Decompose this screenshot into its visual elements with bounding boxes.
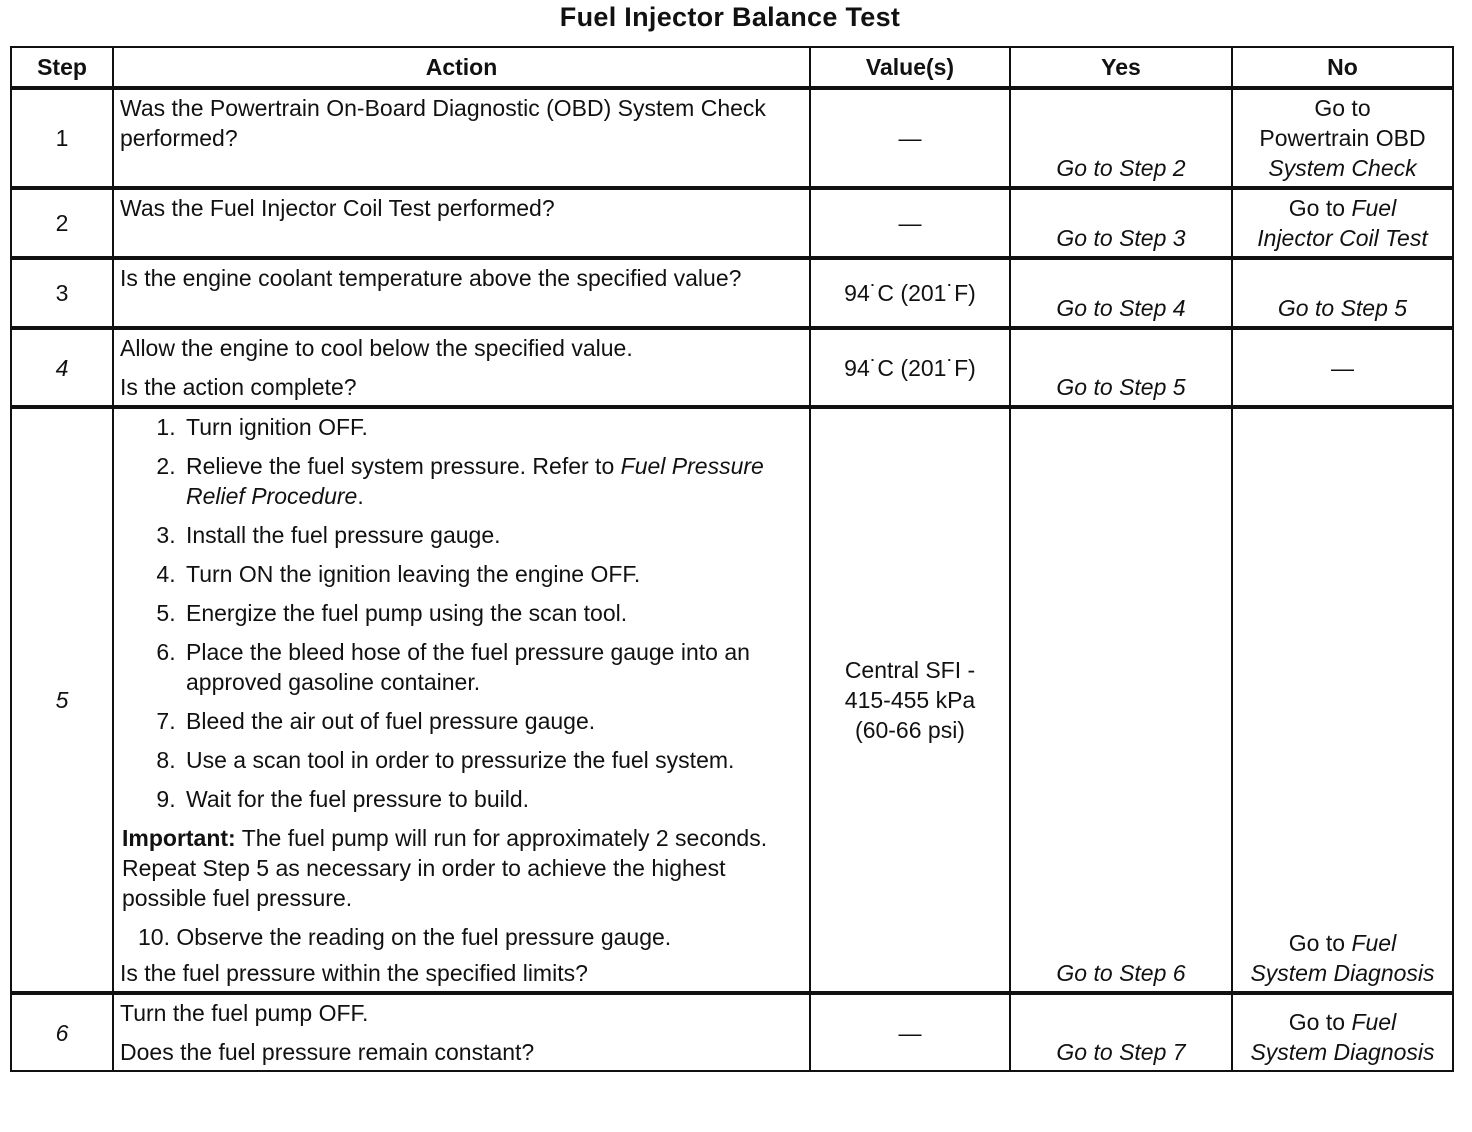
list-item: 8. Use a scan tool in order to pressurize the fuel system. (182, 745, 803, 775)
value-cell (810, 407, 1010, 993)
no-link: Fuel (1351, 1009, 1397, 1035)
step-number: 4 (11, 328, 113, 407)
yes-cell: Go to Step 4 (1010, 258, 1232, 328)
header-no: No (1232, 47, 1453, 88)
important-label: Important: (122, 825, 236, 851)
procedure-list (120, 412, 803, 814)
value-cell: — (810, 188, 1010, 258)
important-text: The fuel pump will run for approximately 2 seconds. Repeat Step 5 as necessary in order to achieve the highest possible fuel pressure. (122, 825, 768, 911)
no-link: Fuel (1351, 195, 1397, 221)
table-row (11, 88, 1453, 188)
important-note (122, 823, 803, 913)
list-item (182, 451, 803, 511)
no-cell: Go to Step 5 (1232, 258, 1453, 328)
value-line: Central SFI - (844, 657, 976, 683)
list-item: 9. Wait for the fuel pressure to build. (182, 784, 803, 814)
no-link: System Diagnosis (1250, 1039, 1435, 1065)
no-prefix: Go to (1288, 930, 1352, 956)
action-cell (113, 993, 810, 1071)
procedure-link: Fuel Pressure Relief Procedure (186, 453, 764, 509)
list-item: 6. Place the bleed hose of the fuel pressure gauge into an approved gasoline container. (182, 637, 803, 697)
yes-cell: Go to Step 3 (1010, 188, 1232, 258)
value-cell: 94˙C (201˙F) (810, 258, 1010, 328)
no-line: Go to (1314, 95, 1371, 121)
list-item: 4. Turn ON the ignition leaving the engine OFF. (182, 559, 803, 589)
step-number: 5 (11, 407, 113, 993)
table-row (11, 407, 1453, 993)
yes-cell: Go to Step 2 (1010, 88, 1232, 188)
action-cell (113, 407, 810, 993)
header-yes: Yes (1010, 47, 1232, 88)
yes-cell: Go to Step 7 (1010, 993, 1232, 1071)
action-line: Turn the fuel pump OFF. (120, 1000, 369, 1026)
action-question: Is the fuel pressure within the specified limits? (120, 960, 588, 986)
no-prefix: Go to (1288, 195, 1352, 221)
header-action: Action (113, 47, 810, 88)
no-prefix: Go to (1288, 1009, 1352, 1035)
list-item-text: . (357, 483, 364, 509)
list-item: 10. Observe the reading on the fuel pressure gauge. (138, 924, 672, 950)
step-number: 6 (11, 993, 113, 1071)
no-line (1239, 1007, 1446, 1037)
diagnostic-table (10, 46, 1454, 1072)
action-cell: Was the Fuel Injector Coil Test performed? (113, 188, 810, 258)
no-link: Fuel (1351, 930, 1397, 956)
no-line (1239, 193, 1446, 223)
action-cell: Was the Powertrain On-Board Diagnostic (OBD) System Check performed? (113, 88, 810, 188)
action-line: Allow the engine to cool below the specified value. (120, 335, 633, 361)
no-cell (1232, 407, 1453, 993)
header-step: Step (11, 47, 113, 88)
table-row (11, 328, 1453, 407)
no-cell (1232, 188, 1453, 258)
no-cell (1232, 993, 1453, 1071)
no-cell (1232, 88, 1453, 188)
no-link: System Check (1268, 155, 1417, 181)
list-item: 5. Energize the fuel pump using the scan tool. (182, 598, 803, 628)
list-item: 7. Bleed the air out of fuel pressure gauge. (182, 706, 803, 736)
action-question: Does the fuel pressure remain constant? (120, 1039, 535, 1065)
step-number: 2 (11, 188, 113, 258)
value-cell: — (810, 88, 1010, 188)
action-cell: Is the engine coolant temperature above the specified value? (113, 258, 810, 328)
step-number: 3 (11, 258, 113, 328)
no-link: System Diagnosis (1250, 960, 1435, 986)
action-question: Is the action complete? (120, 374, 357, 400)
table-row (11, 188, 1453, 258)
table-header-row (11, 47, 1453, 88)
table-row (11, 258, 1453, 328)
list-item: 3. Install the fuel pressure gauge. (182, 520, 803, 550)
yes-cell: Go to Step 5 (1010, 328, 1232, 407)
list-item-text: Relieve the fuel system pressure. Refer to (186, 453, 621, 479)
no-line: Powertrain OBD (1259, 125, 1426, 151)
value-line: (60-66 psi) (855, 717, 965, 743)
no-cell: — (1232, 328, 1453, 407)
no-line (1239, 928, 1446, 958)
yes-cell: Go to Step 6 (1010, 407, 1232, 993)
step-number: 1 (11, 88, 113, 188)
table-row (11, 993, 1453, 1071)
action-cell (113, 328, 810, 407)
value-cell: — (810, 993, 1010, 1071)
no-link: Injector Coil Test (1257, 225, 1428, 251)
value-cell: 94˙C (201˙F) (810, 328, 1010, 407)
page-title: Fuel Injector Balance Test (559, 2, 901, 32)
list-item: 1. Turn ignition OFF. (182, 412, 803, 442)
header-values: Value(s) (810, 47, 1010, 88)
value-line: 415-455 kPa (844, 687, 976, 713)
